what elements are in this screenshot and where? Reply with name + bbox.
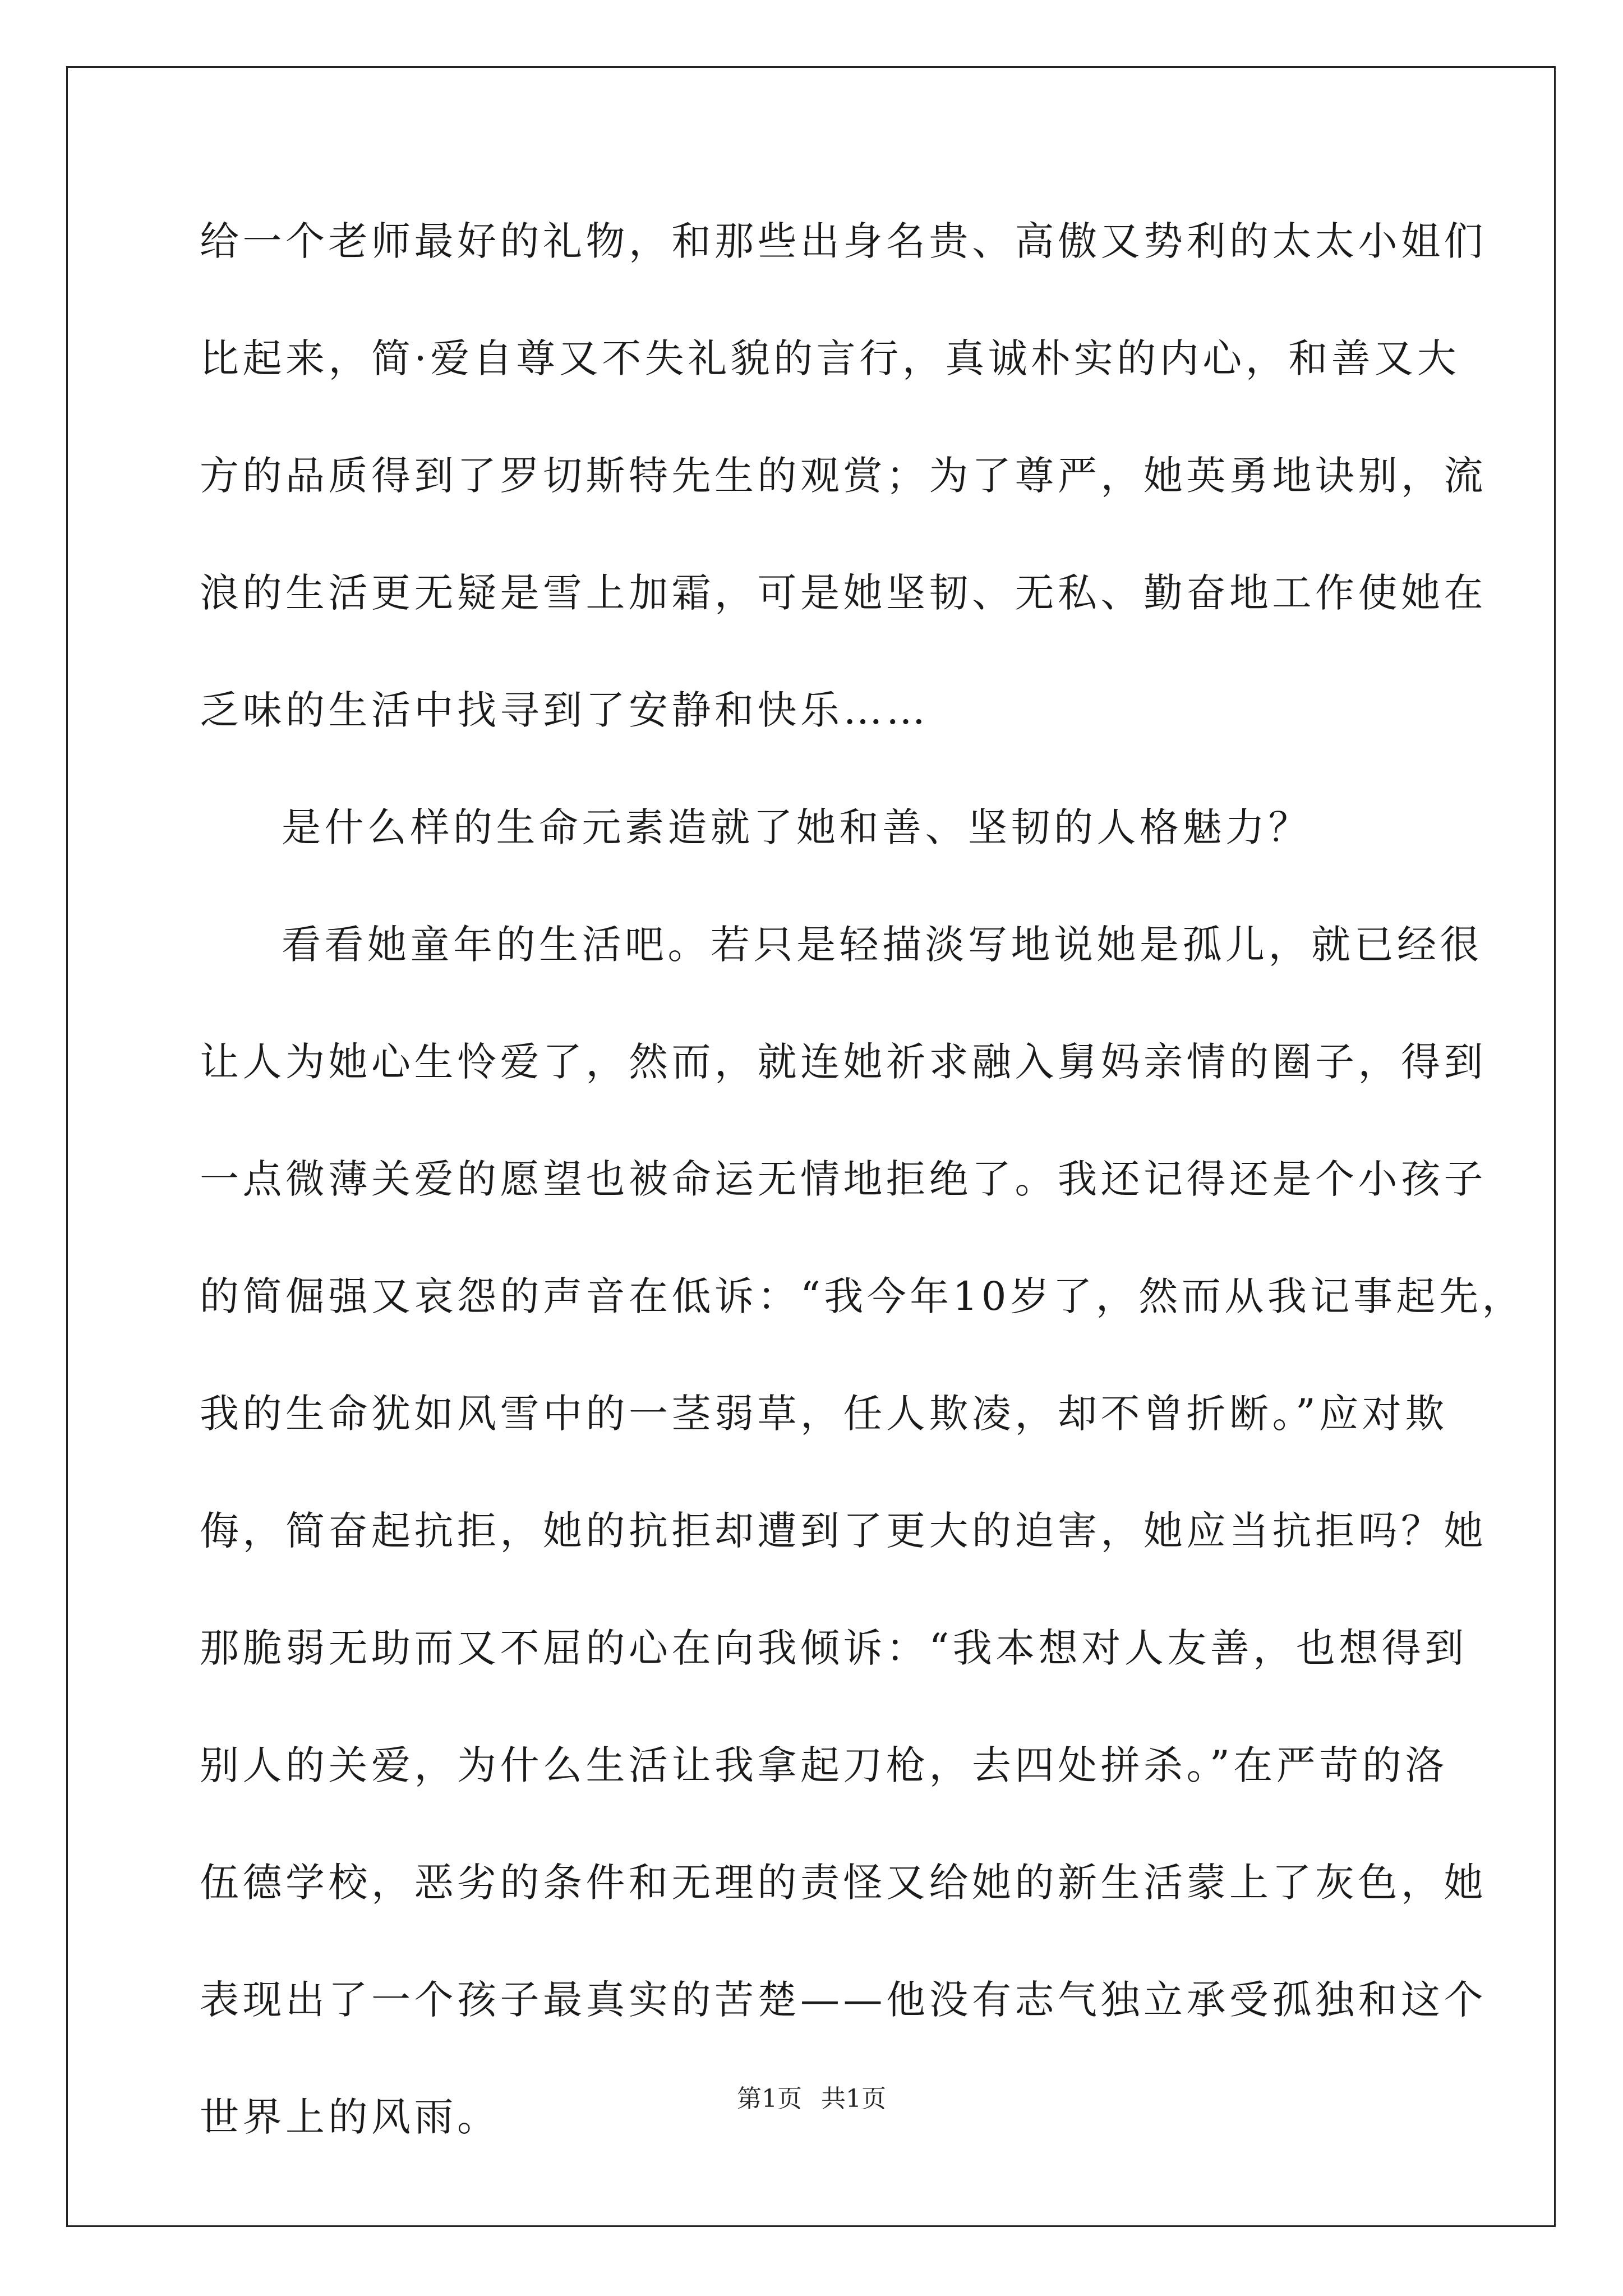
text-line: 一点微薄关爱的愿望也被命运无情地拒绝了。我还记得还是个小孩子	[200, 1156, 1487, 1202]
page-total: 共1页	[821, 2085, 886, 2113]
text-line: 的简倔强又哀怨的声音在低诉：“我今年10岁了，然而从我记事起先，	[200, 1273, 1525, 1319]
text-line: 表现出了一个孩子最真实的苦楚——他没有志气独立承受孤独和这个	[200, 1977, 1487, 2023]
page-number: 第1页	[737, 2085, 802, 2113]
text-line: 我的生命犹如风雪中的一茎弱草，任人欺凌，却不曾折断。”应对欺	[200, 1391, 1448, 1437]
text-line: 伍德学校，恶劣的条件和无理的责怪又给她的新生活蒙上了灰色，她	[200, 1860, 1487, 1906]
text-line: 别人的关爱，为什么生活让我拿起刀枪，去四处拼杀。”在严苛的洛	[200, 1742, 1448, 1788]
paragraph-question: 是什么样的生命元素造就了她和善、坚韧的人格魅力？	[282, 804, 1311, 850]
text-line: 世界上的风雨。	[200, 2094, 500, 2140]
text-line: 乏味的生活中找寻到了安静和快乐……	[200, 687, 929, 733]
text-line: 那脆弱无助而又不屈的心在向我倾诉：“我本想对人友善，也想得到	[200, 1625, 1468, 1671]
text-line: 比起来，简·爱自尊又不失礼貌的言行，真诚朴实的内心，和善又大	[200, 335, 1460, 381]
text-line: 方的品质得到了罗切斯特先生的观赏；为了尊严，她英勇地诀别，流	[200, 453, 1487, 499]
text-line: 浪的生活更无疑是雪上加霜，可是她坚韧、无私、勤奋地工作使她在	[200, 570, 1487, 616]
paragraph-start: 看看她童年的生活吧。若只是轻描淡写地说她是孤儿，就已经很	[282, 922, 1483, 968]
page-footer	[0, 2082, 1623, 2116]
text-line: 让人为她心生怜爱了，然而，就连她祈求融入舅妈亲情的圈子，得到	[200, 1039, 1487, 1085]
text-line: 侮，简奋起抗拒，她的抗拒却遭到了更大的迫害，她应当抗拒吗？她	[200, 1508, 1487, 1554]
text-line: 给一个老师最好的礼物，和那些出身名贵、高傲又势利的太太小姐们	[200, 218, 1487, 264]
